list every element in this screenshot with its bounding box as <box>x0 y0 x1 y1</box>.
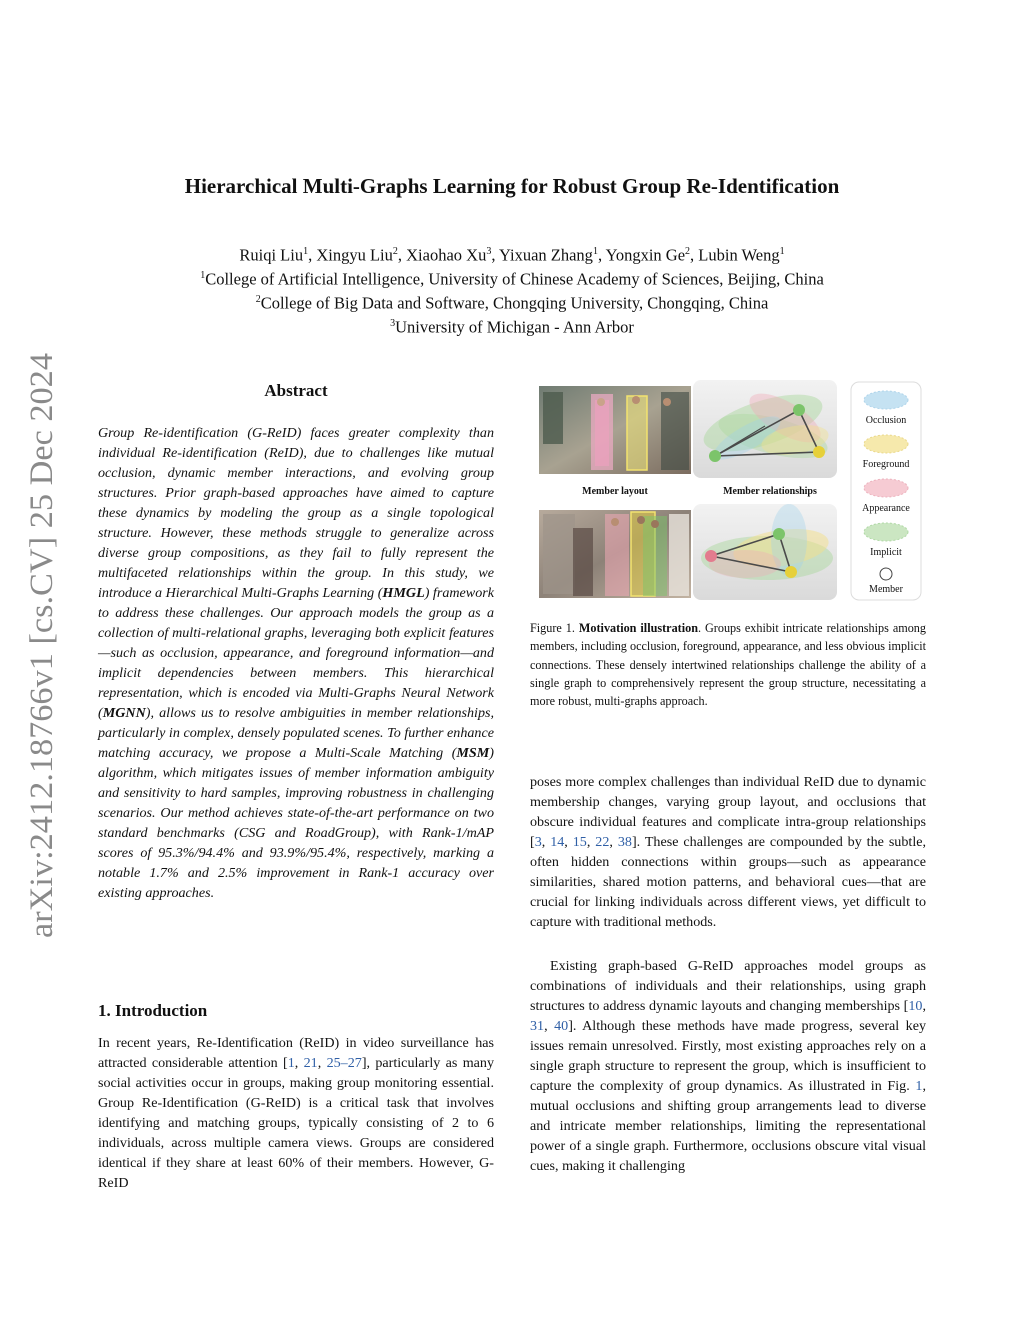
citation-link[interactable]: 3 <box>534 834 542 850</box>
abstract-heading: Abstract <box>264 381 328 400</box>
arxiv-id-text: arXiv:2412.18766v1 [cs.CV] 25 Dec 2024 <box>24 375 60 938</box>
label-member-relationships: Member relationships <box>723 486 817 497</box>
legend-foreground-swatch <box>864 435 908 453</box>
introduction-paragraph: In recent years, Re-Identification (ReID) in video surveillance has attracted considerable attention [1, 21, 25–27], particularly as many social activities occur in groups, making group monitoring essential. Group Re-Identification (G-ReID) is a critical task that involves identifying and matching groups, typically consisting of 2 to 6 individuals, across multiple camera views. Groups are considered identical if they share at least 60% of their members. However, G-ReID <box>98 1035 495 1191</box>
legend-implicit-swatch <box>864 523 908 541</box>
citation-link[interactable]: 1 <box>287 1055 295 1071</box>
author-list: Ruiqi Liu$^1$, Xingyu Liu$^2$, Xiaohao Xu$^3$, Yixuan Zhang$^1$, Yongxin Ge$^2$, Lubin Weng$^1$ <box>239 245 785 265</box>
author: Ruiqi Liu <box>239 245 304 265</box>
legend-implicit-label: Implicit <box>870 547 902 558</box>
author: Lubin Weng <box>698 245 780 265</box>
member-layout-photo-2 <box>539 510 691 598</box>
figure-illustration <box>535 378 925 603</box>
citation-link[interactable]: 10 <box>908 998 923 1014</box>
citation-link[interactable]: 38 <box>617 834 632 850</box>
citation-link[interactable]: 31 <box>530 1018 545 1034</box>
arxiv-identifier <box>8 350 72 950</box>
author: Yixuan Zhang <box>498 245 593 265</box>
affiliation-3: $^3$University of Michigan - Ann Arbor <box>390 317 634 337</box>
legend-appearance-label: Appearance <box>862 503 910 514</box>
citation-link[interactable]: 25–27 <box>326 1055 362 1071</box>
figure-legend <box>851 382 921 600</box>
paper-title: Hierarchical Multi-Graphs Learning for Robust Group Re-Identification <box>184 174 840 198</box>
abstract-text: Group Re-identification (G-ReID) faces greater complexity than individual Re-identification (ReID), due to challenges like mutual occlusion, dynamic member interactions, and evolving group structures. Prior graph-based approaches have aimed to capture these dynamics by modeling the group as a single topological structure. However, these methods struggle to generalize across diverse group compositions, as they fail to fully represent the multifaceted relationships within the group. In this study, we introduce a Hierarchical Multi-Graphs Learning (HMGL) framework to address these challenges. Our approach models the group as a collection of multi-relational graphs, leveraging both explicit features—such as occlusion, appearance, and foreground information—and implicit dependencies between members. This hierarchical representation, which is encoded via Multi-Graphs Neural Network (MGNN), allows us to resolve ambiguities in member relationships, particularly in complex, densely populated scenes. To further enhance matching accuracy, we propose a Multi-Scale Matching (MSM) algorithm, which mitigates issues of member information ambiguity and sensitivity to hard samples, improving robustness in challenging scenarios. Our method achieves state-of-the-art performance on two standard benchmarks (CSG and RoadGroup), with Rank-1/mAP scores of 95.3%/94.4% and 93.9%/95.4%, respectively, marking a notable 1.7% and 2.5% improvement in Rank-1 accuracy over existing approaches. <box>98 425 494 901</box>
body-paragraph: poses more complex challenges than individual ReID due to dynamic membership changes, varying group layout, and occlusions that obscure individual features and complicate intra-group relationships [3, 14, 15, 22, 38]. These challenges are compounded by the subtle, often hidden connections within groups—such as appearance similarities, shared motion patterns, and behavioral cues—that are crucial for linking individuals across different views, yet difficult to capture with traditional methods. <box>530 774 927 930</box>
member-layout-photo-1 <box>539 386 691 474</box>
affiliation-1: $^1$College of Artificial Intelligence, University of Chinese Academy of Sciences, Beijing, China <box>200 269 824 289</box>
citation-link[interactable]: 15 <box>572 834 587 850</box>
figure-motivation <box>535 378 925 603</box>
author: Yongxin Ge <box>605 245 686 265</box>
section-heading-introduction: 1. Introduction <box>98 1001 208 1020</box>
author: Xiaohao Xu <box>406 245 487 265</box>
body-paragraph: Existing graph-based G-ReID approaches model groups as combinations of individuals and their relationships, using graph structures to address dynamic layouts and changing memberships [10, 31, 40]. Although these methods have made progress, several key issues remain unresolved. Firstly, most existing approaches rely on a single graph structure to represent the group, which is insufficient to capture the complexity of group dynamics. As illustrated in Fig. 1, mutual occlusions and shifting group arrangements lead to diverse and intricate member relationships, limiting the representational power of a single graph. Furthermore, occlusions obscure vital visual cues, making it challenging <box>530 958 927 1174</box>
legend-occlusion-label: Occlusion <box>865 415 907 426</box>
citation-link[interactable]: 14 <box>550 834 565 850</box>
legend-member-label: Member <box>869 584 903 595</box>
figure-reference-link[interactable]: 1 <box>915 1078 923 1094</box>
member-relationships-graph-2 <box>693 504 837 600</box>
citation-link[interactable]: 40 <box>554 1018 569 1034</box>
legend-occlusion-swatch <box>864 391 908 409</box>
affiliation-2: $^2$College of Big Data and Software, Chongqing University, Chongqing, China <box>255 293 769 313</box>
legend-appearance-swatch <box>864 479 908 497</box>
member-relationships-graph-1 <box>693 380 837 478</box>
label-member-layout: Member layout <box>582 486 648 497</box>
figure-caption: Figure 1. Motivation illustration. Groups exhibit intricate relationships among members, including occlusion, foreground, appearance, and less obvious implicit connections. These densely intertwined relationships challenge the ability of a single graph to comprehensively represent the group structure, necessitating a more robust, multi-graphs approach. <box>530 621 926 709</box>
legend-member-icon <box>880 568 892 580</box>
legend-foreground-label: Foreground <box>862 459 910 470</box>
citation-link[interactable]: 22 <box>595 834 610 850</box>
citation-link[interactable]: 21 <box>303 1055 318 1071</box>
author: Xingyu Liu <box>316 245 393 265</box>
